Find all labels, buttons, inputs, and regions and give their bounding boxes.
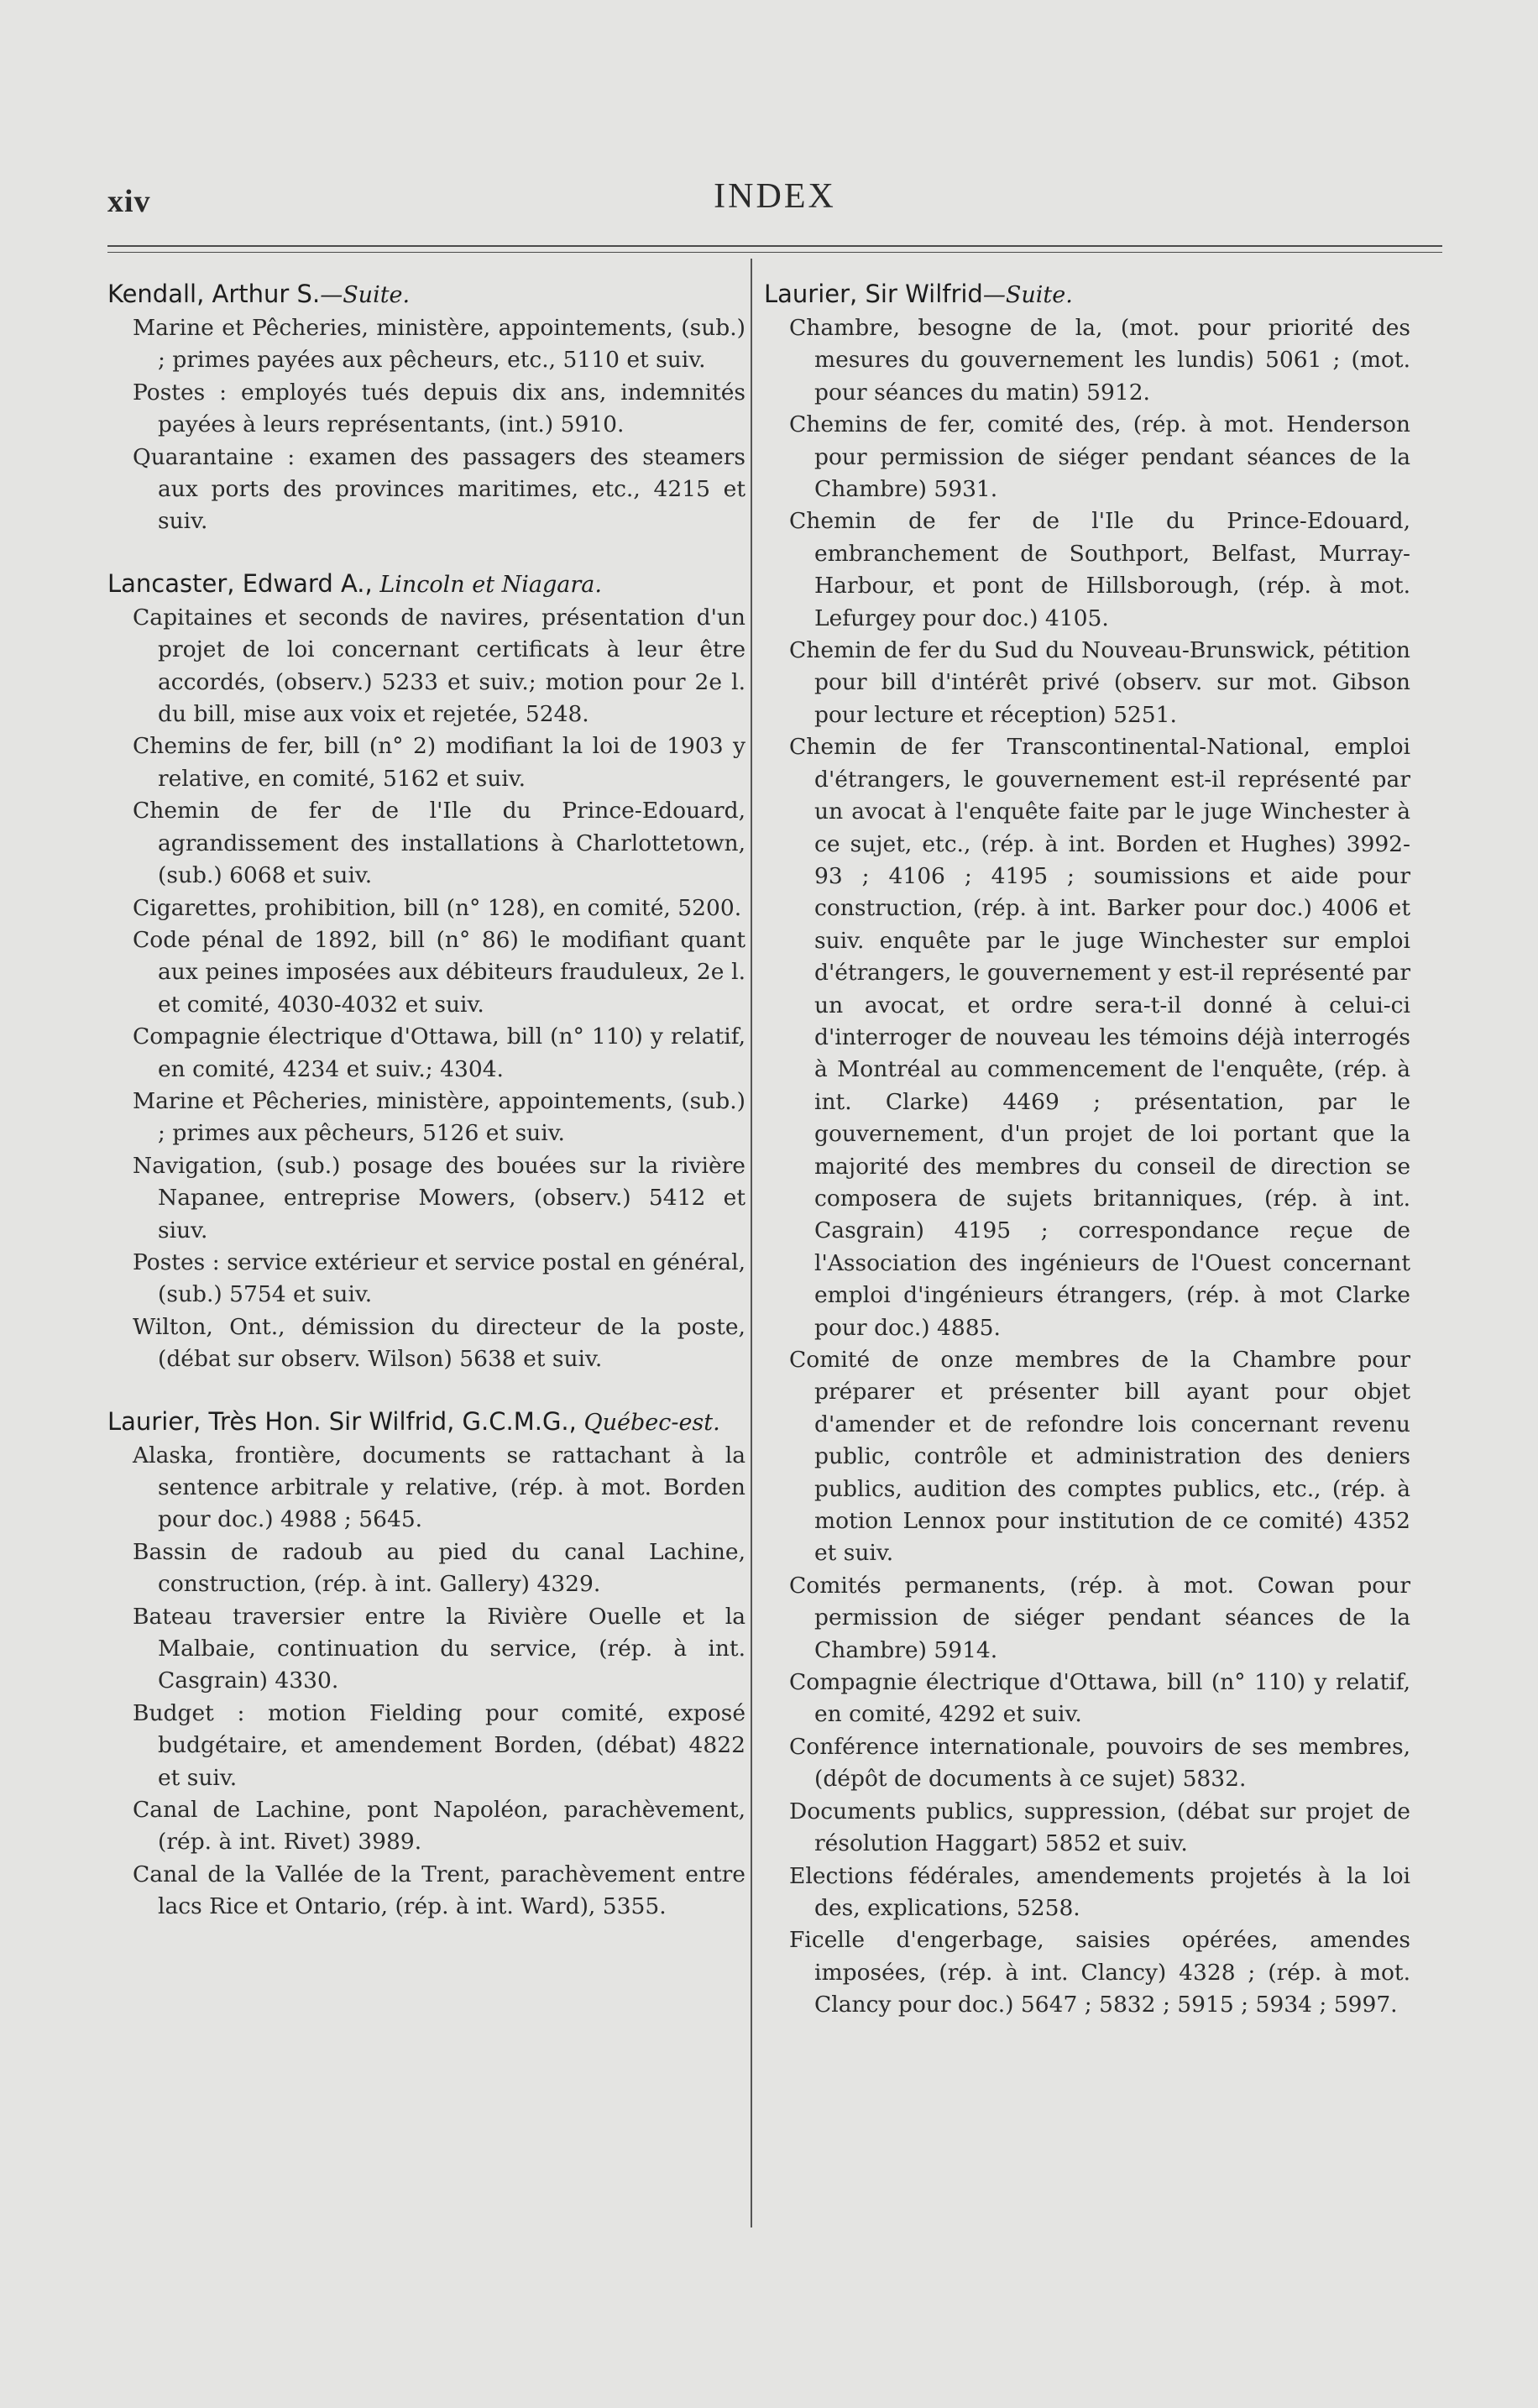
entry-item: Canal de la Vallée de la Trent, parachèvement entre lacs Rice et Ontario, (rép. à int. Ward), 5355. <box>133 1861 745 1920</box>
index-entry-laurier-suite <box>764 277 1410 2022</box>
entry-item: Comités permanents, (rép. à mot. Cowan pour permission de siéger pendant séances de la Chambre) 5914. <box>789 1572 1410 1663</box>
entry-item: Chemin de fer de l'Ile du Prince-Edouard, embranchement de Southport, Belfast, Murray-Harbour, et pont de Hillsborough, (rép. à mot. Lefurgey pour doc.) 4105. <box>789 508 1410 631</box>
entry-item: Chemin de fer du Sud du Nouveau-Brunswick, pétition pour bill d'intérêt privé (observ. sur mot. Gibson pour lecture et réception) 5251. <box>789 637 1410 728</box>
entry-item: Postes : service extérieur et service postal en général, (sub.) 5754 et suiv. <box>133 1248 745 1308</box>
entry-item: Bateau traversier entre la Rivière Ouelle et la Malbaie, continuation du service, (rép. à int. Casgrain) 4330. <box>133 1603 745 1694</box>
page-header <box>107 176 1442 227</box>
entry-item: Chemin de fer Transcontinental-National, emploi d'étrangers, le gouvernement est-il représenté par un avocat à l'enquête faite par le juge Winchester à ce sujet, etc., (rép. à int. Borden et Hughes) 3992-93 ; 4106 ; 4195 ; soumissions et aide pour construction, (rép. à int. Barker pour doc.) 4006 et suiv. enquête par le juge Winchester sur emploi d'étrangers, le gouvernement y est-il représenté par un avocat, et ordre sera-t-il donné à celui-ci d'interroger de nouveau les témoins déjà interrogés à Montréal au commencement de l'enquête, (rép. à int. Clarke) 4469 ; présentation, par le gouvernement, d'un projet de loi portant que la majorité des membres du conseil de direction se composera de sujets britanniques, (rép. à int. Casgrain) 4195 ; correspondance reçue de l'Association des ingénieurs de l'Ouest concernant emploi d'ingénieurs étrangers, (rép. à mot Clarke pour doc.) 4885. <box>789 734 1410 1341</box>
entry-item: Alaska, frontière, documents se rattachant à la sentence arbitrale y relative, (rép. à mot. Borden pour doc.) 4988 ; 5645. <box>133 1442 745 1533</box>
column-divider <box>751 259 752 2227</box>
entry-item: Cigarettes, prohibition, bill (n° 128), en comité, 5200. <box>133 894 742 921</box>
index-entry-lancaster <box>107 567 745 1376</box>
entry-item: Chemins de fer, bill (n° 2) modifiant la loi de 1903 y relative, en comité, 5162 et suiv. <box>133 733 745 792</box>
entry-item: Budget : motion Fielding pour comité, exposé budgétaire, et amendement Borden, (débat) 4822 et suiv. <box>133 1699 745 1791</box>
entry-item: Navigation, (sub.) posage des bouées sur la rivière Napanee, entreprise Mowers, (observ.) 5412 et siuv. <box>133 1152 745 1243</box>
entry-item: Compagnie électrique d'Ottawa, bill (n° 110) y relatif, en comité, 4234 et suiv.; 4304. <box>133 1023 745 1082</box>
entry-item: Canal de Lachine, pont Napoléon, parachèvement, (rép. à int. Rivet) 3989. <box>133 1797 745 1856</box>
left-column <box>107 277 745 1952</box>
entry-item: Compagnie électrique d'Ottawa, bill (n° 110) y relatif, en comité, 4292 et suiv. <box>789 1669 1410 1728</box>
page-title: INDEX <box>714 177 836 216</box>
entry-item: Bassin de radoub au pied du canal Lachine, construction, (rép. à int. Gallery) 4329. <box>133 1538 745 1598</box>
header-rule <box>107 245 1442 247</box>
entry-item: Wilton, Ont., démission du directeur de la poste, (débat sur observ. Wilson) 5638 et suiv. <box>133 1313 745 1373</box>
entry-item: Code pénal de 1892, bill (n° 86) le modifiant quant aux peines imposées aux débiteurs frauduleux, 2e l. et comité, 4030-4032 et suiv. <box>133 926 745 1018</box>
entry-item: Documents publics, suppression, (débat sur projet de résolution Haggart) 5852 et suiv. <box>789 1798 1410 1857</box>
index-entry-kendall <box>107 277 745 538</box>
entry-item: Elections fédérales, amendements projetés à la loi des, explications, 5258. <box>789 1862 1410 1921</box>
entry-item: Conférence internationale, pouvoirs de ses membres, (dépôt de documents à ce sujet) 5832. <box>789 1733 1410 1793</box>
entry-item: Marine et Pêcheries, ministère, appointements, (sub.) ; primes aux pêcheurs, 5126 et suiv. <box>133 1087 745 1147</box>
index-entry-laurier <box>107 1405 745 1924</box>
entry-item: Capitaines et seconds de navires, présentation d'un projet de loi concernant certificats à leur être accordés, (observ.) 5233 et suiv.; motion pour 2e l. du bill, mise aux voix et rejetée, 5248. <box>133 604 745 728</box>
entry-item: Chemin de fer de l'Ile du Prince-Edouard, agrandissement des installations à Charlottetown, (sub.) 6068 et suiv. <box>133 798 745 889</box>
entry-heading: Laurier, Sir Wilfrid—Suite. <box>764 280 1073 308</box>
entry-item: Postes : employés tués depuis dix ans, indemnités payées à leurs représentants, (int.) 5910. <box>133 379 745 438</box>
entry-item: Quarantaine : examen des passagers des steamers aux ports des provinces maritimes, etc., 4215 et suiv. <box>133 443 745 535</box>
entry-heading: Laurier, Très Hon. Sir Wilfrid, G.C.M.G., Québec-est. <box>107 1406 720 1436</box>
header-rule-thin <box>107 252 1442 253</box>
entry-item: Chambre, besogne de la, (mot. pour priorité des mesures du gouvernement les lundis) 5061 ; (mot. pour séances du matin) 5912. <box>789 315 1410 406</box>
entry-item: Chemins de fer, comité des, (rép. à mot. Henderson pour permission de siéger pendant séances de la Chambre) 5931. <box>789 411 1410 503</box>
entry-item: Marine et Pêcheries, ministère, appointements, (sub.) ; primes payées aux pêcheurs, etc., 5110 et suiv. <box>133 315 745 374</box>
entry-item: Comité de onze membres de la Chambre pour préparer et présenter bill ayant pour objet d'amender et de refondre lois concernant revenu public, contrôle et administration des deniers publics, audition des comptes publics, etc., (rép. à motion Lennox pour institution de ce comité) 4352 et suiv. <box>789 1347 1410 1567</box>
entry-item: Ficelle d'engerbage, saisies opérées, amendes imposées, (rép. à int. Clancy) 4328 ; (rép. à mot. Clancy pour doc.) 5647 ; 5832 ; 5915 ; 5934 ; 5997. <box>789 1927 1410 2018</box>
page-number: xiv <box>107 184 151 219</box>
entry-heading: Kendall, Arthur S.—Suite. <box>107 280 411 308</box>
entry-heading: Lancaster, Edward A., Lincoln et Niagara. <box>107 568 602 598</box>
right-column <box>764 277 1410 2050</box>
